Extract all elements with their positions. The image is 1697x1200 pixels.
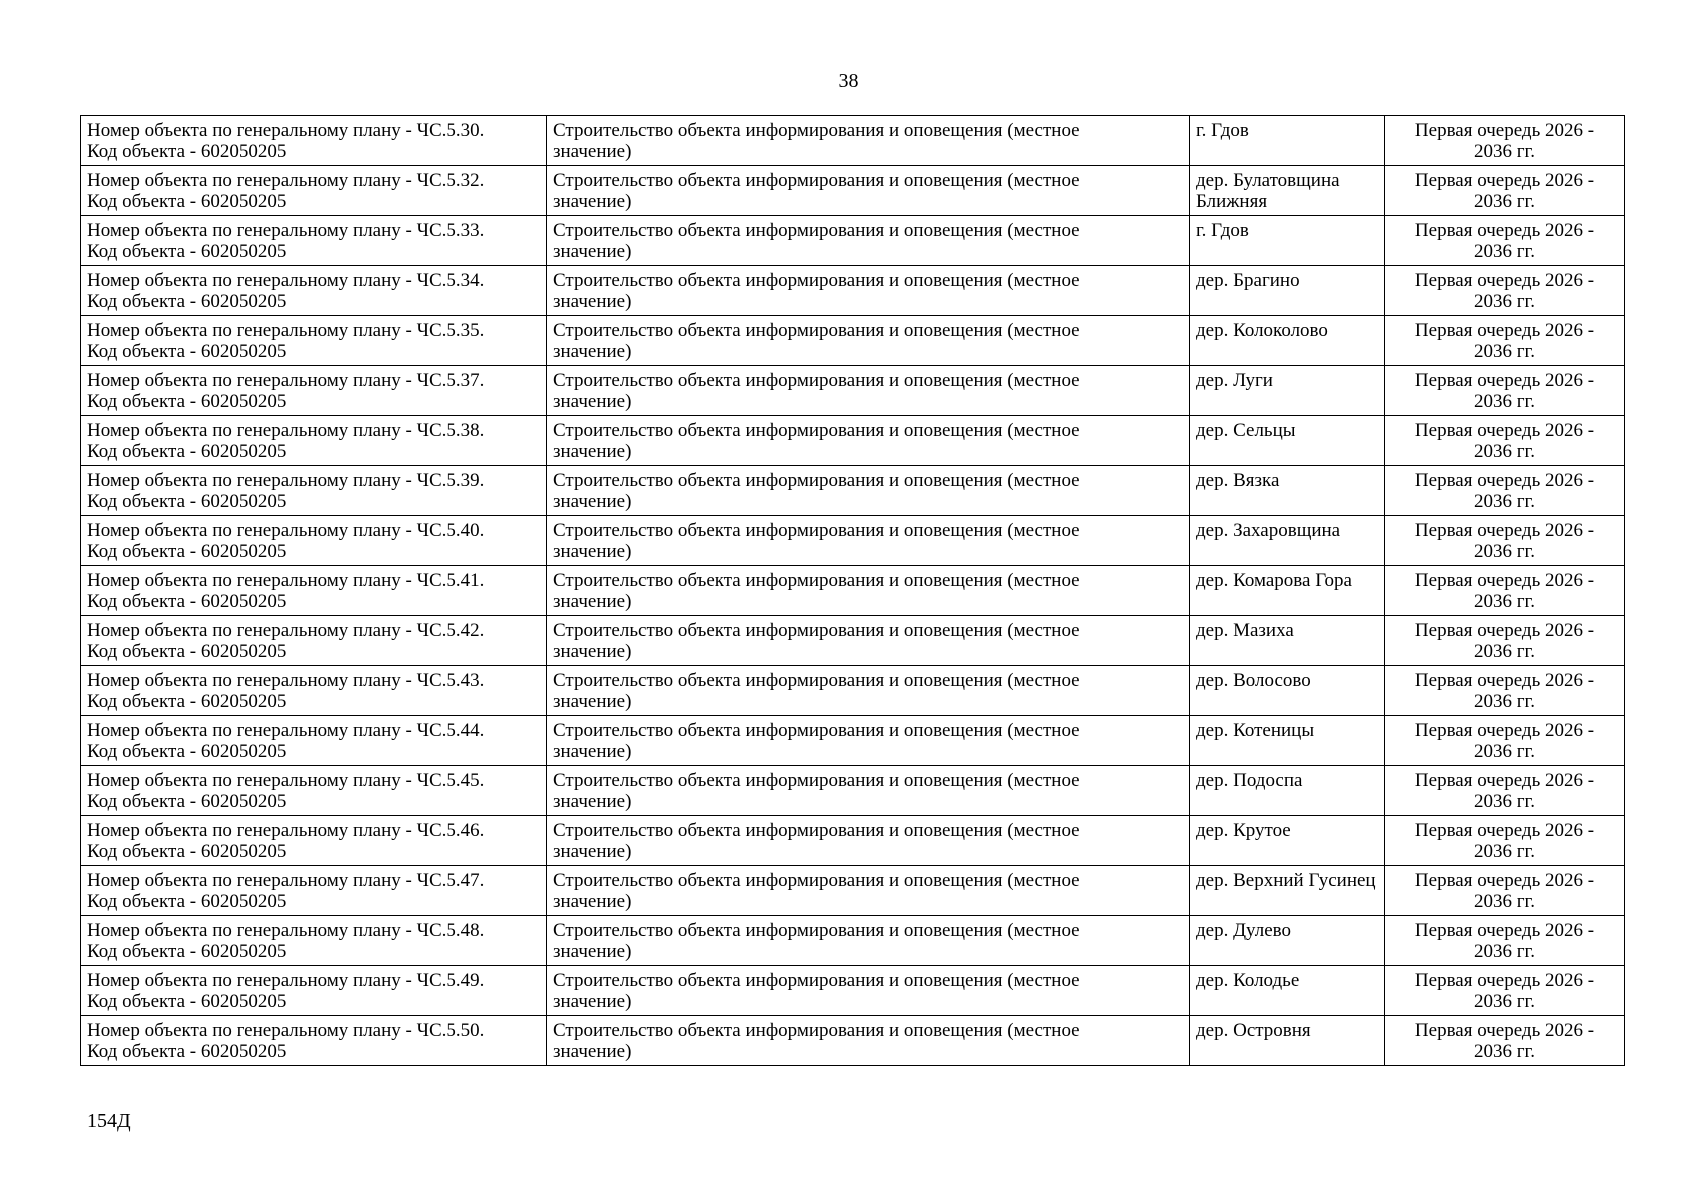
- object-number-cell: [81, 166, 547, 216]
- object-stage-cell: [1385, 916, 1625, 966]
- object-location-cell: [1190, 466, 1385, 516]
- object-purpose-line-1: Строительство объекта информирования и оповещения (местное: [553, 170, 1080, 191]
- object-purpose-cell: [547, 1016, 1190, 1066]
- object-number-cell: [81, 266, 547, 316]
- object-location: дер. Волосово: [1196, 670, 1311, 691]
- object-stage-line-2: 2036 гг.: [1474, 391, 1535, 412]
- object-number: Номер объекта по генеральному плану - ЧС.5.47.: [87, 870, 485, 891]
- object-purpose-line-1: Строительство объекта информирования и оповещения (местное: [553, 770, 1080, 791]
- object-code: Код объекта - 602050205: [87, 641, 287, 662]
- object-code: Код объекта - 602050205: [87, 791, 287, 812]
- object-location-cell: [1190, 916, 1385, 966]
- object-purpose-cell: [547, 766, 1190, 816]
- object-purpose-line-2: значение): [553, 891, 632, 912]
- object-stage-cell: [1385, 316, 1625, 366]
- object-location-cell: [1190, 416, 1385, 466]
- object-code: Код объекта - 602050205: [87, 841, 287, 862]
- object-location-cell: [1190, 366, 1385, 416]
- object-code: Код объекта - 602050205: [87, 241, 287, 262]
- object-stage-line-1: Первая очередь 2026 -: [1414, 620, 1595, 641]
- object-purpose-cell: [547, 416, 1190, 466]
- object-number-cell: [81, 316, 547, 366]
- table-row: [81, 116, 1625, 166]
- object-purpose-cell: [547, 816, 1190, 866]
- table-row: [81, 366, 1625, 416]
- object-purpose-line-1: Строительство объекта информирования и оповещения (местное: [553, 870, 1080, 891]
- object-stage-line-1: Первая очередь 2026 -: [1414, 170, 1595, 191]
- table-row: [81, 166, 1625, 216]
- object-stage-cell: [1385, 216, 1625, 266]
- object-purpose-line-2: значение): [553, 741, 632, 762]
- object-purpose-line-1: Строительство объекта информирования и оповещения (местное: [553, 420, 1080, 441]
- object-purpose-cell: [547, 916, 1190, 966]
- object-number-cell: [81, 1016, 547, 1066]
- object-stage-line-1: Первая очередь 2026 -: [1414, 120, 1595, 141]
- object-stage-cell: [1385, 866, 1625, 916]
- object-purpose-line-1: Строительство объекта информирования и оповещения (местное: [553, 270, 1080, 291]
- object-stage-line-2: 2036 гг.: [1474, 541, 1535, 562]
- object-purpose-line-2: значение): [553, 1041, 632, 1062]
- object-stage-line-1: Первая очередь 2026 -: [1414, 320, 1595, 341]
- object-purpose-cell: [547, 516, 1190, 566]
- object-number-cell: [81, 816, 547, 866]
- object-code: Код объекта - 602050205: [87, 191, 287, 212]
- object-stage-cell: [1385, 666, 1625, 716]
- object-location: дер. Дулево: [1196, 920, 1291, 941]
- object-location-cell: [1190, 116, 1385, 166]
- object-purpose-line-2: значение): [553, 791, 632, 812]
- object-purpose-line-1: Строительство объекта информирования и оповещения (местное: [553, 620, 1080, 641]
- table-row: [81, 816, 1625, 866]
- object-number: Номер объекта по генеральному плану - ЧС.5.40.: [87, 520, 485, 541]
- table-row: [81, 1016, 1625, 1066]
- object-stage-line-2: 2036 гг.: [1474, 891, 1535, 912]
- object-location-cell: [1190, 666, 1385, 716]
- object-stage-line-2: 2036 гг.: [1474, 291, 1535, 312]
- object-location: г. Гдов: [1196, 120, 1249, 141]
- object-stage-line-1: Первая очередь 2026 -: [1414, 820, 1595, 841]
- object-location: дер. Островня: [1196, 1020, 1311, 1041]
- object-purpose-line-2: значение): [553, 241, 632, 262]
- object-number: Номер объекта по генеральному плану - ЧС.5.34.: [87, 270, 485, 291]
- object-location: дер. Колодье: [1196, 970, 1300, 991]
- object-code: Код объекта - 602050205: [87, 141, 287, 162]
- object-purpose-cell: [547, 166, 1190, 216]
- object-purpose-line-2: значение): [553, 491, 632, 512]
- object-number: Номер объекта по генеральному плану - ЧС.5.33.: [87, 220, 485, 241]
- object-purpose-line-1: Строительство объекта информирования и оповещения (местное: [553, 970, 1080, 991]
- table-row: [81, 616, 1625, 666]
- object-location-cell: [1190, 266, 1385, 316]
- object-code: Код объекта - 602050205: [87, 741, 287, 762]
- object-location-cell: [1190, 1016, 1385, 1066]
- object-location: дер. Подоспа: [1196, 770, 1303, 791]
- object-purpose-cell: [547, 616, 1190, 666]
- object-number-cell: [81, 616, 547, 666]
- object-number-cell: [81, 966, 547, 1016]
- page-number: 38: [838, 70, 859, 92]
- table-row: [81, 466, 1625, 516]
- object-stage-cell: [1385, 616, 1625, 666]
- object-purpose-line-2: значение): [553, 441, 632, 462]
- object-code: Код объекта - 602050205: [87, 541, 287, 562]
- object-purpose-line-1: Строительство объекта информирования и оповещения (местное: [553, 520, 1080, 541]
- object-stage-line-1: Первая очередь 2026 -: [1414, 270, 1595, 291]
- object-number-cell: [81, 466, 547, 516]
- object-code: Код объекта - 602050205: [87, 391, 287, 412]
- object-stage-line-1: Первая очередь 2026 -: [1414, 870, 1595, 891]
- object-number: Номер объекта по генеральному плану - ЧС.5.38.: [87, 420, 485, 441]
- object-purpose-line-1: Строительство объекта информирования и оповещения (местное: [553, 370, 1080, 391]
- object-location: дер. Захаровщина: [1196, 520, 1341, 541]
- table-row: [81, 916, 1625, 966]
- object-number-cell: [81, 916, 547, 966]
- object-stage-line-1: Первая очередь 2026 -: [1414, 970, 1595, 991]
- object-purpose-line-1: Строительство объекта информирования и оповещения (местное: [553, 820, 1080, 841]
- object-purpose-line-1: Строительство объекта информирования и оповещения (местное: [553, 320, 1080, 341]
- objects-table: [80, 115, 1625, 1066]
- object-code: Код объекта - 602050205: [87, 291, 287, 312]
- object-location: дер. Брагино: [1196, 270, 1300, 291]
- object-purpose-line-1: Строительство объекта информирования и оповещения (местное: [553, 1020, 1080, 1041]
- object-stage-line-1: Первая очередь 2026 -: [1414, 370, 1595, 391]
- object-stage-line-2: 2036 гг.: [1474, 1041, 1535, 1062]
- object-location-cell: [1190, 566, 1385, 616]
- objects-table-body: [81, 116, 1625, 1066]
- object-purpose-line-2: значение): [553, 591, 632, 612]
- object-stage-cell: [1385, 716, 1625, 766]
- object-location-cell: [1190, 316, 1385, 366]
- footer-document-code: 154Д: [87, 1110, 131, 1132]
- object-stage-line-2: 2036 гг.: [1474, 791, 1535, 812]
- object-purpose-line-2: значение): [553, 391, 632, 412]
- table-row: [81, 266, 1625, 316]
- object-number: Номер объекта по генеральному плану - ЧС.5.50.: [87, 1020, 485, 1041]
- object-purpose-line-2: значение): [553, 941, 632, 962]
- table-row: [81, 966, 1625, 1016]
- object-purpose-line-1: Строительство объекта информирования и оповещения (местное: [553, 120, 1080, 141]
- object-purpose-cell: [547, 316, 1190, 366]
- object-stage-line-1: Первая очередь 2026 -: [1414, 220, 1595, 241]
- object-stage-cell: [1385, 1016, 1625, 1066]
- object-stage-cell: [1385, 566, 1625, 616]
- object-stage-line-1: Первая очередь 2026 -: [1414, 720, 1595, 741]
- table-row: [81, 666, 1625, 716]
- object-stage-line-1: Первая очередь 2026 -: [1414, 470, 1595, 491]
- object-stage-line-1: Первая очередь 2026 -: [1414, 570, 1595, 591]
- object-purpose-cell: [547, 716, 1190, 766]
- table-row: [81, 766, 1625, 816]
- object-stage-line-2: 2036 гг.: [1474, 641, 1535, 662]
- object-code: Код объекта - 602050205: [87, 891, 287, 912]
- object-location-cell: [1190, 766, 1385, 816]
- object-purpose-cell: [547, 466, 1190, 516]
- object-location-cell: [1190, 516, 1385, 566]
- object-stage-cell: [1385, 516, 1625, 566]
- object-stage-cell: [1385, 366, 1625, 416]
- object-location-cell: [1190, 966, 1385, 1016]
- object-stage-line-1: Первая очередь 2026 -: [1414, 920, 1595, 941]
- table-row: [81, 866, 1625, 916]
- object-code: Код объекта - 602050205: [87, 591, 287, 612]
- object-purpose-cell: [547, 216, 1190, 266]
- object-code: Код объекта - 602050205: [87, 341, 287, 362]
- object-stage-cell: [1385, 416, 1625, 466]
- table-row: [81, 716, 1625, 766]
- object-code: Код объекта - 602050205: [87, 491, 287, 512]
- object-stage-cell: [1385, 166, 1625, 216]
- object-purpose-cell: [547, 966, 1190, 1016]
- object-location: г. Гдов: [1196, 220, 1249, 241]
- object-location: дер. Вязка: [1196, 470, 1280, 491]
- object-purpose-line-2: значение): [553, 541, 632, 562]
- object-purpose-line-2: значение): [553, 991, 632, 1012]
- object-purpose-cell: [547, 566, 1190, 616]
- object-number: Номер объекта по генеральному плану - ЧС.5.32.: [87, 170, 485, 191]
- object-location: дер. Мазиха: [1196, 620, 1294, 641]
- object-location: дер. Луги: [1196, 370, 1273, 391]
- object-stage-cell: [1385, 766, 1625, 816]
- object-stage-line-2: 2036 гг.: [1474, 341, 1535, 362]
- object-stage-cell: [1385, 466, 1625, 516]
- object-stage-line-1: Первая очередь 2026 -: [1414, 770, 1595, 791]
- object-number: Номер объекта по генеральному плану - ЧС.5.42.: [87, 620, 485, 641]
- object-stage-line-2: 2036 гг.: [1474, 491, 1535, 512]
- object-location-cell: [1190, 816, 1385, 866]
- object-number-cell: [81, 866, 547, 916]
- object-number-cell: [81, 366, 547, 416]
- object-purpose-line-1: Строительство объекта информирования и оповещения (местное: [553, 670, 1080, 691]
- object-stage-line-1: Первая очередь 2026 -: [1414, 1020, 1595, 1041]
- object-stage-line-2: 2036 гг.: [1474, 841, 1535, 862]
- object-number: Номер объекта по генеральному плану - ЧС.5.39.: [87, 470, 485, 491]
- table-row: [81, 316, 1625, 366]
- object-code: Код объекта - 602050205: [87, 991, 287, 1012]
- object-location-cell: [1190, 716, 1385, 766]
- object-location-cell: [1190, 616, 1385, 666]
- object-stage-line-2: 2036 гг.: [1474, 741, 1535, 762]
- object-purpose-cell: [547, 866, 1190, 916]
- object-stage-cell: [1385, 116, 1625, 166]
- object-stage-cell: [1385, 966, 1625, 1016]
- table-row: [81, 516, 1625, 566]
- object-number: Номер объекта по генеральному плану - ЧС.5.37.: [87, 370, 485, 391]
- object-number-cell: [81, 216, 547, 266]
- object-location-cell: [1190, 866, 1385, 916]
- object-purpose-line-1: Строительство объекта информирования и оповещения (местное: [553, 920, 1080, 941]
- object-purpose-line-2: значение): [553, 141, 632, 162]
- object-location-cell: [1190, 216, 1385, 266]
- object-stage-line-2: 2036 гг.: [1474, 441, 1535, 462]
- object-stage-line-2: 2036 гг.: [1474, 591, 1535, 612]
- object-purpose-cell: [547, 116, 1190, 166]
- object-number-cell: [81, 716, 547, 766]
- object-number: Номер объекта по генеральному плану - ЧС.5.49.: [87, 970, 485, 991]
- object-stage-line-1: Первая очередь 2026 -: [1414, 670, 1595, 691]
- object-stage-line-2: 2036 гг.: [1474, 141, 1535, 162]
- object-stage-line-2: 2036 гг.: [1474, 691, 1535, 712]
- object-code: Код объекта - 602050205: [87, 941, 287, 962]
- object-location-cell: [1190, 166, 1385, 216]
- object-number: Номер объекта по генеральному плану - ЧС.5.35.: [87, 320, 485, 341]
- object-stage-cell: [1385, 266, 1625, 316]
- table-row: [81, 216, 1625, 266]
- object-number-cell: [81, 766, 547, 816]
- object-number: Номер объекта по генеральному плану - ЧС.5.43.: [87, 670, 485, 691]
- object-location: дер. Верхний Гусинец: [1196, 870, 1376, 891]
- object-number-cell: [81, 416, 547, 466]
- object-location: дер. Колоколово: [1196, 320, 1328, 341]
- object-number: Номер объекта по генеральному плану - ЧС.5.48.: [87, 920, 485, 941]
- object-code: Код объекта - 602050205: [87, 441, 287, 462]
- object-purpose-line-2: значение): [553, 841, 632, 862]
- object-number-cell: [81, 116, 547, 166]
- object-purpose-line-1: Строительство объекта информирования и оповещения (местное: [553, 470, 1080, 491]
- object-stage-line-2: 2036 гг.: [1474, 941, 1535, 962]
- object-number: Номер объекта по генеральному плану - ЧС.5.46.: [87, 820, 485, 841]
- table-row: [81, 416, 1625, 466]
- table-row: [81, 566, 1625, 616]
- object-stage-line-1: Первая очередь 2026 -: [1414, 420, 1595, 441]
- object-stage-line-2: 2036 гг.: [1474, 991, 1535, 1012]
- object-number-cell: [81, 516, 547, 566]
- object-code: Код объекта - 602050205: [87, 1041, 287, 1062]
- object-number: Номер объекта по генеральному плану - ЧС.5.30.: [87, 120, 485, 141]
- object-purpose-cell: [547, 266, 1190, 316]
- object-number: Номер объекта по генеральному плану - ЧС.5.45.: [87, 770, 485, 791]
- object-stage-line-2: 2036 гг.: [1474, 191, 1535, 212]
- object-number: Номер объекта по генеральному плану - ЧС.5.44.: [87, 720, 485, 741]
- object-purpose-line-2: значение): [553, 291, 632, 312]
- object-purpose-line-1: Строительство объекта информирования и оповещения (местное: [553, 570, 1080, 591]
- object-purpose-cell: [547, 366, 1190, 416]
- object-purpose-line-2: значение): [553, 191, 632, 212]
- object-location: дер. Комарова Гора: [1196, 570, 1352, 591]
- object-purpose-line-2: значение): [553, 641, 632, 662]
- object-stage-line-2: 2036 гг.: [1474, 241, 1535, 262]
- object-purpose-line-2: значение): [553, 341, 632, 362]
- object-location: дер. Булатовщина Ближняя: [1196, 170, 1340, 212]
- object-location: дер. Крутое: [1196, 820, 1291, 841]
- object-location: дер. Сельцы: [1196, 420, 1296, 441]
- object-code: Код объекта - 602050205: [87, 691, 287, 712]
- object-stage-cell: [1385, 816, 1625, 866]
- object-number-cell: [81, 666, 547, 716]
- object-stage-line-1: Первая очередь 2026 -: [1414, 520, 1595, 541]
- object-purpose-line-1: Строительство объекта информирования и оповещения (местное: [553, 220, 1080, 241]
- object-purpose-line-2: значение): [553, 691, 632, 712]
- object-purpose-cell: [547, 666, 1190, 716]
- object-number: Номер объекта по генеральному плану - ЧС.5.41.: [87, 570, 485, 591]
- object-purpose-line-1: Строительство объекта информирования и оповещения (местное: [553, 720, 1080, 741]
- object-location: дер. Котеницы: [1196, 720, 1315, 741]
- object-number-cell: [81, 566, 547, 616]
